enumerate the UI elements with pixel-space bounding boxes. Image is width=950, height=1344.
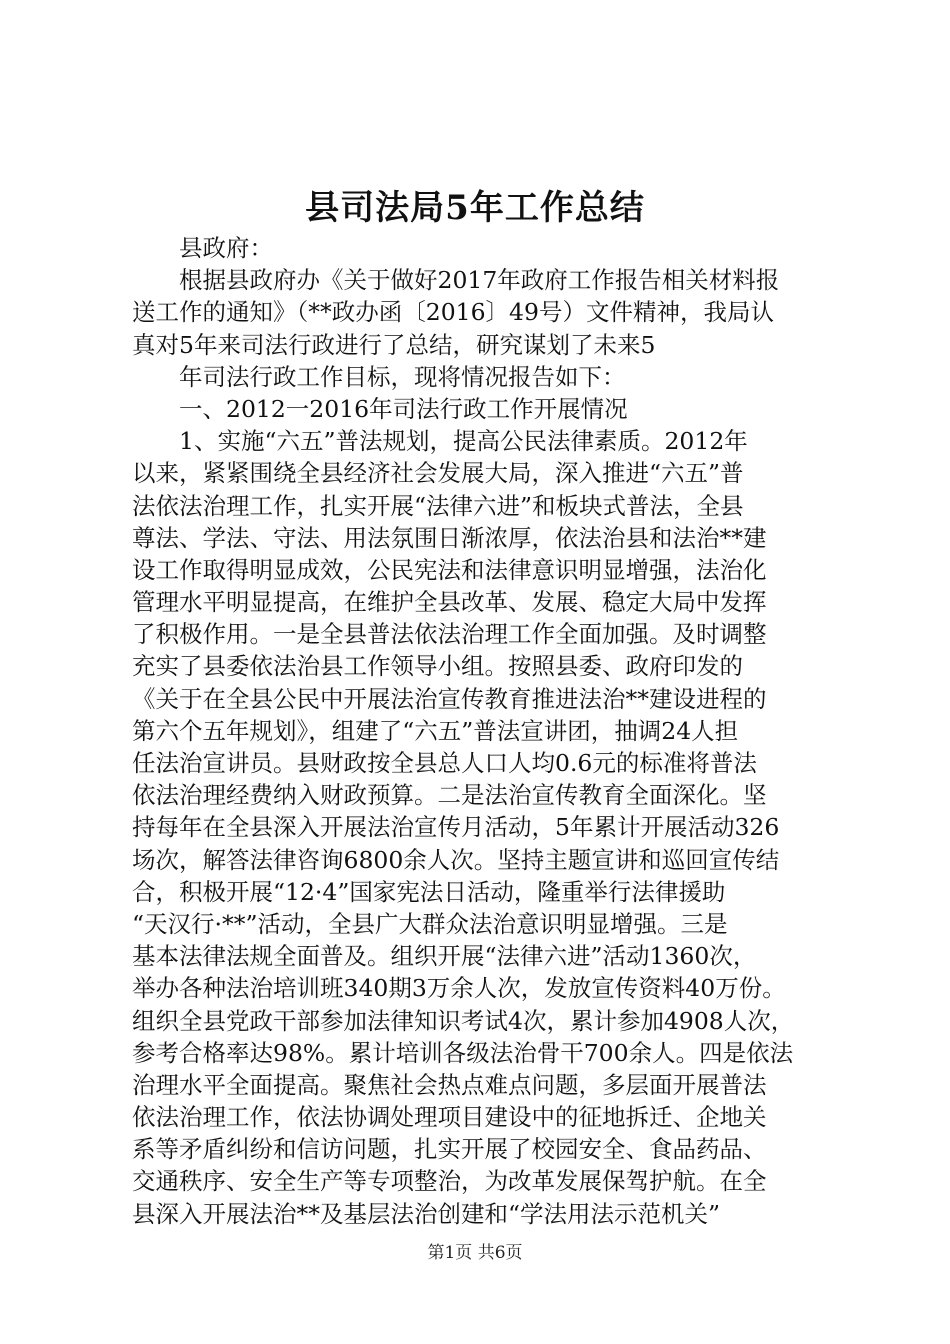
document-body xyxy=(132,232,832,1230)
body-line: 法依法治理工作，扎实开展“法律六进”和板块式普法，全县 xyxy=(132,491,744,520)
body-line: 了积极作用。一是全县普法依法治理工作全面加强。及时调整 xyxy=(132,620,767,649)
body-line: 合，积极开展“12·4”国家宪法日活动，隆重举行法律援助 xyxy=(132,877,726,906)
body-line: 县政府： xyxy=(179,234,273,262)
body-line: 一、2012一2016年司法行政工作开展情况 xyxy=(179,394,628,423)
body-line: 年司法行政工作目标，现将情况报告如下： xyxy=(179,362,626,391)
body-line: 管理水平明显提高，在维护全县改革、发展、稳定大局中发挥 xyxy=(132,588,767,617)
body-line: 县深入开展法治**及基层法治创建和“学法用法示范机关” xyxy=(132,1199,721,1228)
body-line: 交通秩序、安全生产等专项整治，为改革发展保驾护航。在全 xyxy=(132,1167,767,1196)
body-line: 第六个五年规划》，组建了“六五”普法宣讲团，抽调24人担 xyxy=(132,716,739,745)
page-footer: 第1页 共6页 xyxy=(427,1243,523,1263)
body-line: 系等矛盾纠纷和信访问题，扎实开展了校园安全、食品药品、 xyxy=(132,1135,767,1164)
body-line: 送工作的通知》（**政办函〔2016〕49号）文件精神，我局认 xyxy=(132,298,774,327)
body-line: 持每年在全县深入开展法治宣传月活动，5年累计开展活动326 xyxy=(132,813,780,842)
body-line: 尊法、学法、守法、用法氛围日渐浓厚，依法治县和法治**建 xyxy=(132,523,767,552)
body-line: 根据县政府办《关于做好2017年政府工作报告相关材料报 xyxy=(179,266,780,295)
body-line: 真对5年来司法行政进行了总结，研究谋划了未来5 xyxy=(132,330,656,359)
body-line: 设工作取得明显成效，公民宪法和法律意识明显增强，法治化 xyxy=(132,555,767,584)
body-line: 《关于在全县公民中开展法治宣传教育推进法治**建设进程的 xyxy=(132,684,767,713)
document-title: 县司法局5年工作总结 xyxy=(305,188,645,228)
body-line: 依法治理工作，依法协调处理项目建设中的征地拆迁、企地关 xyxy=(132,1103,767,1132)
body-line: 以来，紧紧围绕全县经济社会发展大局，深入推进“六五”普 xyxy=(132,459,744,488)
body-line: 组织全县党政干部参加法律知识考试4次，累计参加4908人次， xyxy=(132,1006,795,1035)
body-line: 参考合格率达98%。累计培训各级法治骨干700余人。四是依法 xyxy=(132,1038,794,1067)
body-line: 依法治理经费纳入财政预算。二是法治宣传教育全面深化。坚 xyxy=(132,781,767,810)
body-line: 1、实施“六五”普法规划，提高公民法律素质。2012年 xyxy=(179,427,748,456)
body-line: 充实了县委依法治县工作领导小组。按照县委、政府印发的 xyxy=(132,652,743,681)
body-line: 场次，解答法律咨询6800余人次。坚持主题宣讲和巡回宣传结 xyxy=(132,845,780,874)
body-line: 举办各种法治培训班340期3万余人次，发放宣传资料40万份。 xyxy=(132,974,786,1003)
body-line: “天汉行·**”活动，全县广大群众法治意识明显增强。三是 xyxy=(132,909,728,938)
body-line: 基本法律法规全面普及。组织开展“法律六进”活动1360次， xyxy=(132,942,757,971)
body-line: 任法治宣讲员。县财政按全县总人口人均0.6元的标准将普法 xyxy=(132,749,757,777)
body-line: 治理水平全面提高。聚焦社会热点难点问题，多层面开展普法 xyxy=(132,1070,767,1099)
